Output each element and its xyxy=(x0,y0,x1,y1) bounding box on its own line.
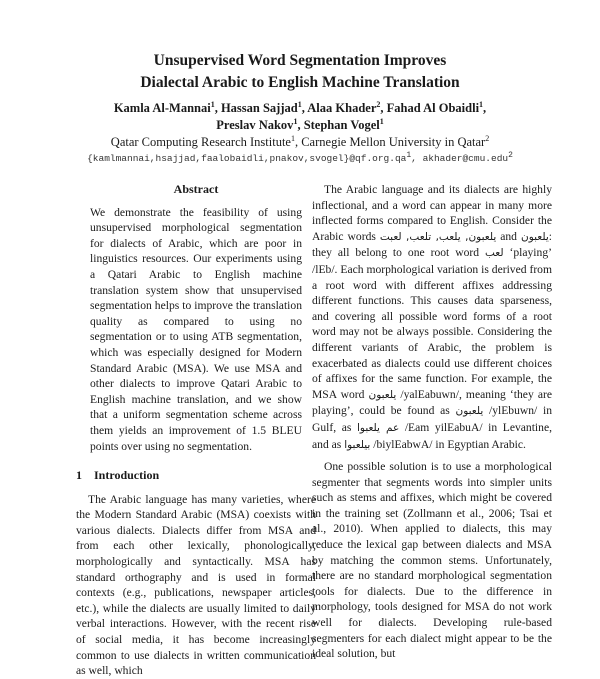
section-heading-introduction xyxy=(76,468,316,484)
left-column xyxy=(76,182,316,679)
abstract-heading: Abstract xyxy=(173,182,219,196)
email-qcri: {kamlmannai,hsajjad,faalobaidli,pnakov,svogel}@qf.org.qa xyxy=(87,153,407,164)
affiliation-mark: 1 xyxy=(210,99,215,109)
affiliation-1: Qatar Computing Research Institute xyxy=(110,135,291,149)
affiliation-mark: 2 xyxy=(376,99,381,109)
title-line-2: Dialectal Arabic to English Machine Translation xyxy=(140,74,460,91)
affiliation-mark: 1 xyxy=(479,99,484,109)
email-cmu: akhader@cmu.edu xyxy=(422,153,509,164)
arabic-text: يلعبون, يلعب, تلعب, لعبت xyxy=(379,230,497,243)
affiliation-mark: 1 xyxy=(379,116,384,126)
author-name: Hassan Sajjad xyxy=(220,101,298,115)
section-title: Introduction xyxy=(94,468,160,483)
arabic-text: بيلعبوا xyxy=(344,438,371,451)
intro-paragraph-1: The Arabic language has many varieties, where the Modern Standard Arabic (MSA) coexists with various dialects. Dialects differ from MSA and from each other lexically, phonologically, morphologically and syntactically. MSA has standard orthography and is used in formal contexts (e.g., publications, newspaper articles, etc.), while the dialects are usually limited to daily verbal interactions. However, with the recent rise of social media, it has become increasingly common to use dialects in written communication as well, which xyxy=(76,492,316,678)
arabic-text: عم يلعبوا xyxy=(356,421,400,434)
author-list xyxy=(0,100,600,134)
arabic-text: لعب xyxy=(484,247,504,260)
right-column xyxy=(312,182,552,662)
intro-paragraph-3: One possible solution is to use a morphological segmenter that segments words into simpler units such as stems and affixes, which might be covered in the training set (Zollmann et al., 2006; Tsai et al., 2010). When applied to dialects, this may reduce the lexical gap between dialects and MSA by matching the common stems. Unfortunately, there are no standard morphological segmentation tools for dialects. Due to the difference in morphology, tools designed for MSA do not work well for dialects. Developing rule-based segmenters for each dialect might appear to be the ideal solution, but xyxy=(312,460,552,661)
author-line-1: Kamla Al-Mannai$^1$, Hassan Sajjad$^1$, Alaa Khader$^2$, Fahad Al Obaidli$^1$, xyxy=(113,99,487,115)
affiliation-mark: 1 xyxy=(297,99,302,109)
affiliation-mark: 1 xyxy=(293,116,298,126)
author-name: Fahad Al Obaidli xyxy=(386,101,480,115)
intro-paragraph-2: The Arabic language and its dialects are highly inflectional, and a word can appear in many more inflected forms compared to English. Consider the Arabic words يلعبون, يلعب, تلعب, لعبت and يلعبون: they all belong to one root word لعب ‘playing’ /lEb/. Each morphological variation is derived from a root word with different affixes addressing different functions. This causes data sparseness, and covering all possible word forms of a root word may not be always possible. Considering the different variants of Arabic, the problem is exacerbated as dialects could use different choices of affixes for the same function. For example, the MSA word يلعبون /yalEabuwn/, meaning ‘they are playing’, could be found as يلعبون /ylEbuwn/ in Gulf, as عم يلعبوا /Eam yilEabuA/ in Levantine, and as بيلعبوا /biylEabwA/ in Egyptian Arabic. xyxy=(312,183,553,451)
arabic-text: يلعبون xyxy=(368,388,397,401)
section-number: 1 xyxy=(76,468,82,483)
author-name: Preslav Nakov xyxy=(216,118,294,132)
author-name: Alaa Khader xyxy=(307,101,377,115)
email-addresses: $\{kamlmannai,hsajjad,faalobaidli,pnakov,svogel\}@qf.org.qa^1$, akhader@cmu.edu$^2$ xyxy=(87,150,513,164)
affiliation-mark: 1 xyxy=(290,133,295,143)
paper-title xyxy=(0,50,600,94)
affiliation-mark: 2 xyxy=(485,133,490,143)
affiliation-2: Carnegie Mellon University in Qatar xyxy=(301,135,486,149)
arabic-text: يلعبون xyxy=(455,405,484,418)
author-line-2: Preslav Nakov$^1$, Stephan Vogel$^1$ xyxy=(216,116,384,132)
author-name: Kamla Al-Mannai xyxy=(113,101,211,115)
arabic-text: يلعبون xyxy=(520,230,549,243)
title-line-1: Unsupervised Word Segmentation Improves xyxy=(153,52,447,69)
author-name: Stephan Vogel xyxy=(303,118,380,132)
abstract-text: We demonstrate the feasibility of using unsupervised morphological segmentation for dialects of Arabic, which are poor in linguistics resources. Our experiments using a Qatari Arabic to English machine translation system show that unsupervised segmentation helps to improve the translation quality as compared to using no segmentation or to using ATB segmentation, which was especially designed for Modern Standard Arabic (MSA). We use MSA and other dialects to improve Qatari Arabic to English machine translation, and we show that a uniform segmentation scheme across them yields an improvement of 1.5 BLEU points over using no segmentation. xyxy=(90,205,302,453)
affiliations: Qatar Computing Research Institute$^1$, Carnegie Mellon University in Qatar$^2$ xyxy=(110,133,490,149)
